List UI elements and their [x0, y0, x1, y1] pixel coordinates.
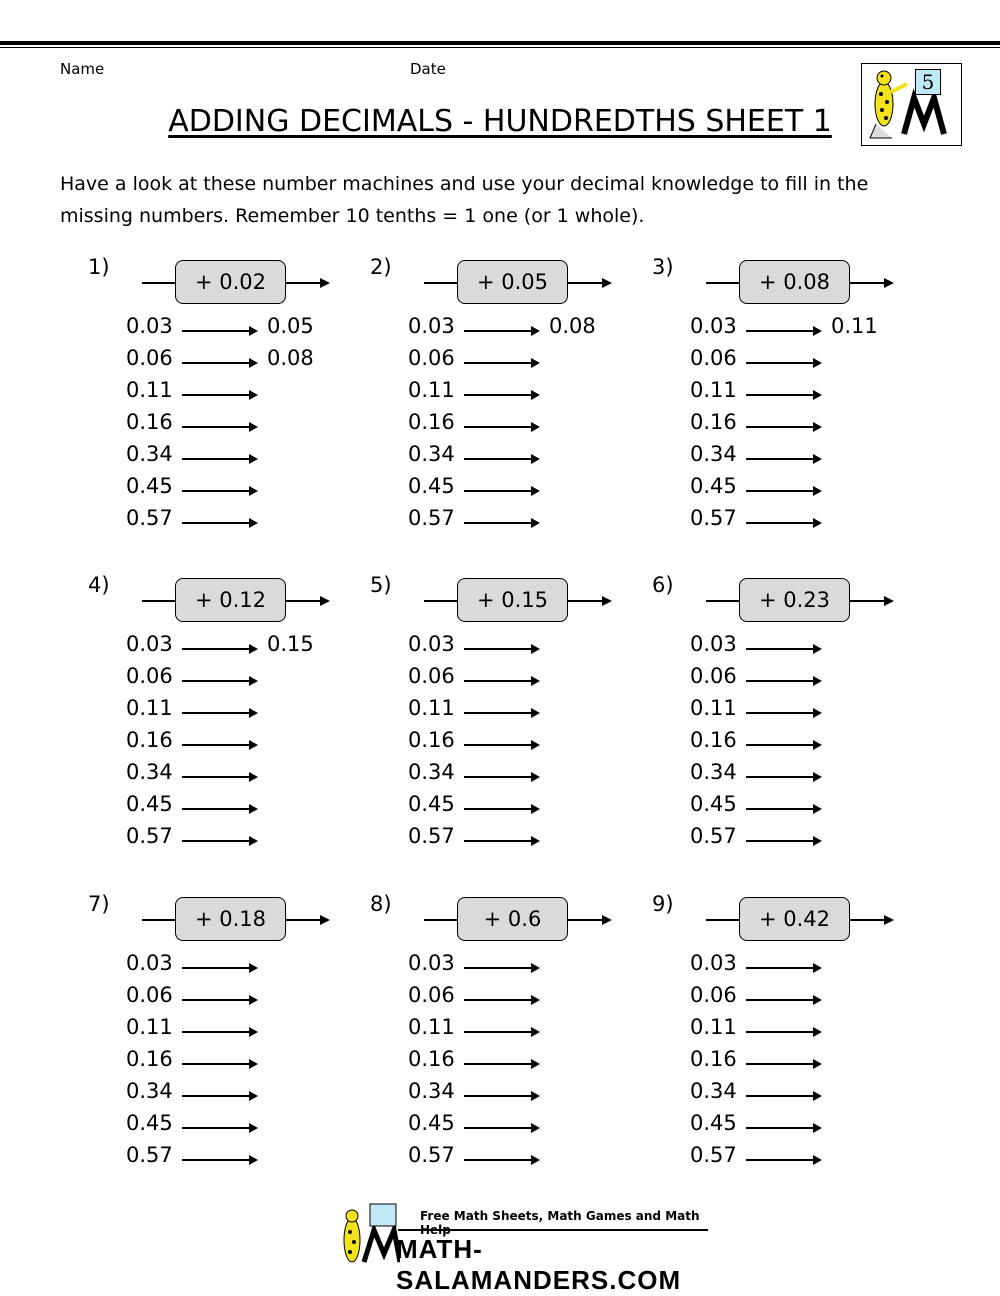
input-value: 0.57: [126, 1143, 173, 1167]
input-value: 0.03: [126, 632, 173, 656]
input-value: 0.11: [690, 378, 737, 402]
arrow-right-icon: [182, 772, 258, 782]
io-row: [408, 824, 648, 856]
input-value: 0.16: [126, 410, 173, 434]
input-value: 0.16: [126, 728, 173, 752]
problem-number: 9): [652, 892, 674, 916]
arrow-right-icon: [464, 1059, 540, 1069]
arrow-right-icon: [884, 915, 894, 925]
input-value: 0.57: [126, 506, 173, 530]
machine-rule: + 0.42: [739, 897, 850, 941]
input-value: 0.11: [126, 696, 173, 720]
input-value: 0.57: [690, 1143, 737, 1167]
io-row: [408, 696, 648, 728]
name-label: Name: [60, 60, 105, 78]
number-machine-4: [88, 573, 368, 863]
arrow-right-icon: [464, 836, 540, 846]
io-row: [690, 474, 930, 506]
io-row: [408, 728, 648, 760]
io-row: [126, 760, 366, 792]
input-value: 0.16: [690, 410, 737, 434]
io-row: [690, 951, 930, 983]
arrow-right-icon: [464, 326, 540, 336]
input-value: 0.11: [690, 696, 737, 720]
arrow-right-icon: [464, 1155, 540, 1165]
input-value: 0.16: [690, 728, 737, 752]
arrow-right-icon: [182, 1059, 258, 1069]
footer-salamander-icon: [330, 1200, 400, 1270]
input-value: 0.57: [690, 824, 737, 848]
arrow-right-icon: [746, 676, 822, 686]
arrow-right-icon: [182, 1027, 258, 1037]
input-value: 0.57: [690, 506, 737, 530]
arrow-right-icon: [746, 1059, 822, 1069]
problem-number: 5): [370, 573, 392, 597]
machine-rule: + 0.15: [457, 578, 568, 622]
input-value: 0.03: [408, 951, 455, 975]
io-row: [408, 1047, 648, 1079]
io-row: [690, 442, 930, 474]
io-row: [690, 506, 930, 538]
arrow-right-icon: [746, 995, 822, 1005]
arrow-right-icon: [746, 326, 822, 336]
input-value: 0.45: [690, 792, 737, 816]
io-row: [126, 410, 366, 442]
input-value: 0.34: [408, 760, 455, 784]
input-value: 0.16: [408, 410, 455, 434]
arrow-right-icon: [464, 1027, 540, 1037]
page-title: ADDING DECIMALS - HUNDREDTHS SHEET 1: [168, 104, 832, 139]
output-answer[interactable]: 0.08: [549, 314, 596, 338]
input-value: 0.45: [126, 1111, 173, 1135]
input-value: 0.06: [408, 346, 455, 370]
output-answer[interactable]: 0.11: [831, 314, 878, 338]
io-row: [126, 951, 366, 983]
io-row: [126, 1079, 366, 1111]
input-value: 0.34: [126, 442, 173, 466]
io-row: [126, 696, 366, 728]
input-value: 0.34: [126, 1079, 173, 1103]
arrow-right-icon: [182, 454, 258, 464]
input-value: 0.34: [408, 442, 455, 466]
input-value: 0.03: [690, 632, 737, 656]
input-value: 0.11: [408, 696, 455, 720]
io-row: [126, 824, 366, 856]
io-row: [408, 474, 648, 506]
instructions: Have a look at these number machines and use your decimal knowledge to fill in the missing numbers. Remember 10 tenths = 1 one (or 1 whole).: [60, 173, 869, 227]
io-row: [408, 1111, 648, 1143]
arrow-right-icon: [746, 836, 822, 846]
arrow-right-icon: [746, 804, 822, 814]
problem-number: 3): [652, 255, 674, 279]
io-row: [408, 983, 648, 1015]
io-row: [408, 410, 648, 442]
arrow-right-icon: [182, 676, 258, 686]
arrow-right-icon: [320, 915, 330, 925]
problem-number: 6): [652, 573, 674, 597]
machine-rule: + 0.23: [739, 578, 850, 622]
output-answer[interactable]: 0.08: [267, 346, 314, 370]
top-rule-thin: [0, 47, 1000, 48]
arrow-right-icon: [182, 1091, 258, 1101]
input-value: 0.03: [408, 314, 455, 338]
input-value: 0.45: [690, 1111, 737, 1135]
problem-number: 1): [88, 255, 110, 279]
input-value: 0.34: [690, 442, 737, 466]
input-value: 0.06: [408, 983, 455, 1007]
io-row: [690, 1111, 930, 1143]
machine-rule: + 0.02: [175, 260, 286, 304]
input-value: 0.34: [690, 1079, 737, 1103]
io-row: [126, 728, 366, 760]
io-row: [408, 664, 648, 696]
arrow-right-icon: [602, 278, 612, 288]
input-value: 0.06: [690, 983, 737, 1007]
arrow-right-icon: [884, 278, 894, 288]
arrow-right-icon: [320, 596, 330, 606]
io-row: [126, 378, 366, 410]
arrow-right-icon: [884, 596, 894, 606]
input-value: 0.34: [126, 760, 173, 784]
arrow-right-icon: [182, 1155, 258, 1165]
input-value: 0.57: [126, 824, 173, 848]
arrow-right-icon: [746, 422, 822, 432]
arrow-right-icon: [464, 390, 540, 400]
arrow-right-icon: [746, 486, 822, 496]
io-row: [690, 346, 930, 378]
arrow-right-icon: [182, 486, 258, 496]
arrow-right-icon: [182, 644, 258, 654]
io-row: [690, 1143, 930, 1175]
input-value: 0.03: [126, 951, 173, 975]
input-value: 0.11: [690, 1015, 737, 1039]
io-row: [408, 506, 648, 538]
io-row: [408, 1015, 648, 1047]
io-row: [126, 632, 366, 664]
arrow-right-icon: [182, 963, 258, 973]
arrow-right-icon: [182, 708, 258, 718]
io-row: [408, 632, 648, 664]
arrow-right-icon: [746, 454, 822, 464]
machine-rule: + 0.08: [739, 260, 850, 304]
arrow-right-icon: [746, 708, 822, 718]
arrow-right-icon: [464, 518, 540, 528]
arrow-right-icon: [746, 358, 822, 368]
problem-number: 7): [88, 892, 110, 916]
arrow-right-icon: [464, 963, 540, 973]
arrow-right-icon: [182, 518, 258, 528]
io-row: [126, 664, 366, 696]
arrow-right-icon: [464, 358, 540, 368]
arrow-right-icon: [182, 836, 258, 846]
io-row: [408, 951, 648, 983]
input-value: 0.45: [126, 792, 173, 816]
input-value: 0.06: [690, 346, 737, 370]
salamander-icon: [862, 64, 961, 145]
input-value: 0.45: [690, 474, 737, 498]
arrow-right-icon: [464, 486, 540, 496]
io-row: [690, 1015, 930, 1047]
arrow-right-icon: [746, 390, 822, 400]
io-row: [408, 792, 648, 824]
input-value: 0.06: [126, 346, 173, 370]
problem-number: 8): [370, 892, 392, 916]
io-row: [408, 346, 648, 378]
io-row: [690, 792, 930, 824]
io-row: [690, 983, 930, 1015]
input-value: 0.45: [408, 1111, 455, 1135]
input-value: 0.45: [408, 792, 455, 816]
number-machine-7: [88, 892, 368, 1182]
footer-logo[interactable]: [330, 1200, 710, 1295]
arrow-right-icon: [464, 740, 540, 750]
io-row: [126, 1047, 366, 1079]
arrow-right-icon: [182, 995, 258, 1005]
footer-rule: [398, 1229, 708, 1231]
output-answer[interactable]: 0.05: [267, 314, 314, 338]
arrow-right-icon: [464, 995, 540, 1005]
top-rule: [0, 41, 1000, 45]
io-row: [126, 346, 366, 378]
arrow-right-icon: [182, 1123, 258, 1133]
arrow-right-icon: [320, 278, 330, 288]
machine-rule: + 0.05: [457, 260, 568, 304]
arrow-right-icon: [182, 422, 258, 432]
io-row: [690, 696, 930, 728]
input-value: 0.11: [126, 1015, 173, 1039]
arrow-right-icon: [464, 644, 540, 654]
io-row: [126, 506, 366, 538]
arrow-right-icon: [746, 772, 822, 782]
number-machine-1: [88, 255, 368, 545]
input-value: 0.16: [690, 1047, 737, 1071]
arrow-right-icon: [182, 804, 258, 814]
arrow-right-icon: [602, 915, 612, 925]
input-value: 0.06: [126, 664, 173, 688]
input-value: 0.03: [690, 951, 737, 975]
input-value: 0.16: [126, 1047, 173, 1071]
arrow-right-icon: [602, 596, 612, 606]
arrow-right-icon: [746, 1155, 822, 1165]
io-row: [408, 442, 648, 474]
arrow-right-icon: [464, 708, 540, 718]
input-value: 0.45: [408, 474, 455, 498]
arrow-right-icon: [182, 740, 258, 750]
arrow-right-icon: [746, 1091, 822, 1101]
io-row: [126, 314, 366, 346]
arrow-right-icon: [746, 963, 822, 973]
arrow-right-icon: [464, 772, 540, 782]
input-value: 0.03: [126, 314, 173, 338]
number-machine-3: [652, 255, 932, 545]
io-row: [408, 760, 648, 792]
io-row: [408, 378, 648, 410]
io-row: [126, 474, 366, 506]
input-value: 0.57: [408, 1143, 455, 1167]
input-value: 0.03: [690, 314, 737, 338]
io-row: [690, 632, 930, 664]
arrow-right-icon: [746, 740, 822, 750]
io-row: [690, 824, 930, 856]
io-row: [408, 1079, 648, 1111]
io-row: [690, 1079, 930, 1111]
problem-number: 4): [88, 573, 110, 597]
machine-rule: + 0.6: [457, 897, 568, 941]
input-value: 0.11: [408, 1015, 455, 1039]
io-row: [690, 314, 930, 346]
arrow-right-icon: [182, 326, 258, 336]
arrow-right-icon: [746, 1123, 822, 1133]
io-row: [690, 378, 930, 410]
io-row: [126, 792, 366, 824]
date-label: Date: [410, 60, 446, 78]
problem-number: 2): [370, 255, 392, 279]
number-machine-8: [370, 892, 650, 1182]
arrow-right-icon: [464, 676, 540, 686]
io-row: [690, 728, 930, 760]
input-value: 0.57: [408, 824, 455, 848]
machine-rule: + 0.12: [175, 578, 286, 622]
input-value: 0.03: [408, 632, 455, 656]
input-value: 0.45: [126, 474, 173, 498]
arrow-right-icon: [746, 1027, 822, 1037]
input-value: 0.34: [408, 1079, 455, 1103]
machine-rule: + 0.18: [175, 897, 286, 941]
footer-site-name[interactable]: MATH-SALAMANDERS.COM: [396, 1234, 682, 1295]
arrow-right-icon: [746, 644, 822, 654]
grade-logo: [861, 63, 962, 146]
grade-badge: 5: [915, 69, 941, 95]
io-row: [126, 1111, 366, 1143]
input-value: 0.06: [126, 983, 173, 1007]
io-row: [126, 442, 366, 474]
arrow-right-icon: [182, 390, 258, 400]
input-value: 0.06: [408, 664, 455, 688]
input-value: 0.16: [408, 1047, 455, 1071]
input-value: 0.06: [690, 664, 737, 688]
input-value: 0.34: [690, 760, 737, 784]
output-answer[interactable]: 0.15: [267, 632, 314, 656]
arrow-right-icon: [464, 1091, 540, 1101]
arrow-right-icon: [182, 358, 258, 368]
arrow-right-icon: [464, 422, 540, 432]
io-row: [690, 664, 930, 696]
number-machine-9: [652, 892, 932, 1182]
io-row: [690, 760, 930, 792]
number-machine-6: [652, 573, 932, 863]
arrow-right-icon: [464, 804, 540, 814]
io-row: [690, 1047, 930, 1079]
io-row: [126, 1143, 366, 1175]
arrow-right-icon: [464, 1123, 540, 1133]
io-row: [408, 1143, 648, 1175]
footer-tagline: Free Math Sheets, Math Games and Math: [420, 1209, 700, 1223]
arrow-right-icon: [746, 518, 822, 528]
input-value: 0.16: [408, 728, 455, 752]
input-value: 0.11: [126, 378, 173, 402]
io-row: [408, 314, 648, 346]
io-row: [126, 1015, 366, 1047]
io-row: [126, 983, 366, 1015]
number-machine-2: [370, 255, 650, 545]
input-value: 0.57: [408, 506, 455, 530]
io-row: [690, 410, 930, 442]
number-machine-5: [370, 573, 650, 863]
arrow-right-icon: [464, 454, 540, 464]
input-value: 0.11: [408, 378, 455, 402]
